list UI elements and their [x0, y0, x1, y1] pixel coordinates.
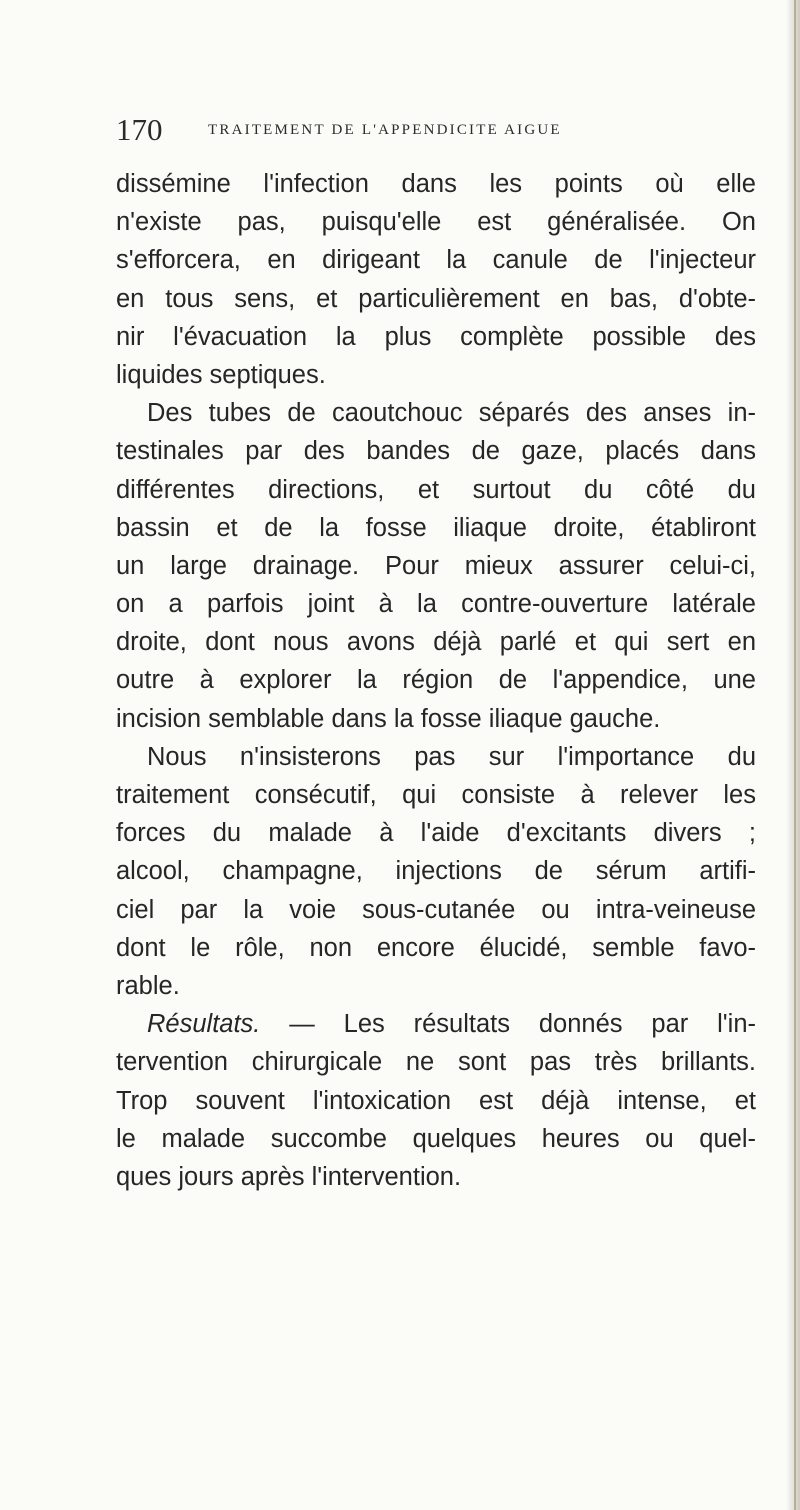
- text-line: traitement consécutif, qui consiste à relever les: [116, 781, 756, 809]
- text-line: rable.: [116, 971, 180, 1000]
- text-line: le malade succombe quelques heures ou quel-: [116, 1124, 756, 1153]
- text-line: ques jours après l'intervention.: [116, 1162, 462, 1191]
- text-line: droite, dont nous avons déjà parlé et qui sert en: [116, 628, 756, 657]
- text-line: Trop souvent l'intoxication est déjà intense, et: [116, 1086, 756, 1115]
- text-line: [116, 1005, 756, 1043]
- page-header: [116, 112, 756, 152]
- text-line: dissémine l'infection dans les points où elle: [116, 170, 756, 198]
- text-fragment: — Les résultats donnés par l'in-: [289, 1010, 756, 1039]
- body-text: [116, 165, 756, 1196]
- text-line: différentes directions, et surtout du côté du: [116, 475, 756, 504]
- text-line: en tous sens, et particulièrement en bas, d'obte-: [116, 284, 756, 313]
- text-line: bassin et de la fosse iliaque droite, établiront: [116, 513, 756, 542]
- text-line: alcool, champagne, injections de sérum artifi-: [116, 857, 756, 886]
- running-head: TRAITEMENT DE L'APPENDICITE AIGUE: [208, 122, 562, 138]
- text-line: ciel par la voie sous-cutanée ou intra-veineuse: [116, 895, 756, 924]
- page-number: 170: [116, 112, 163, 147]
- page-edge: [794, 0, 796, 1510]
- text-line: n'existe pas, puisqu'elle est généralisée. On: [116, 208, 756, 237]
- text-line: Nous n'insisterons pas sur l'importance du: [147, 742, 756, 771]
- text-line: nir l'évacuation la plus complète possible des: [116, 322, 756, 351]
- text-line: liquides septiques.: [116, 360, 326, 389]
- text-line: un large drainage. Pour mieux assurer celui-ci,: [116, 551, 756, 580]
- text-line: s'efforcera, en dirigeant la canule de l'injecteur: [116, 246, 756, 275]
- text-line: incision semblable dans la fosse iliaque gauche.: [116, 704, 661, 733]
- text-line: Des tubes de caoutchouc séparés des anses in-: [147, 399, 756, 428]
- text-line: on a parfois joint à la contre-ouverture latérale: [116, 590, 756, 619]
- page-edge-shadow: [786, 0, 800, 1510]
- text-line: outre à explorer la région de l'appendice, une: [116, 666, 756, 695]
- text-line: testinales par des bandes de gaze, placés dans: [116, 437, 756, 466]
- text-line: dont le rôle, non encore élucidé, semble favo-: [116, 933, 756, 962]
- text-line: tervention chirurgicale ne sont pas très brillants.: [116, 1048, 756, 1077]
- text-line: forces du malade à l'aide d'excitants divers ;: [116, 819, 756, 848]
- section-heading: Résultats.: [147, 1010, 261, 1039]
